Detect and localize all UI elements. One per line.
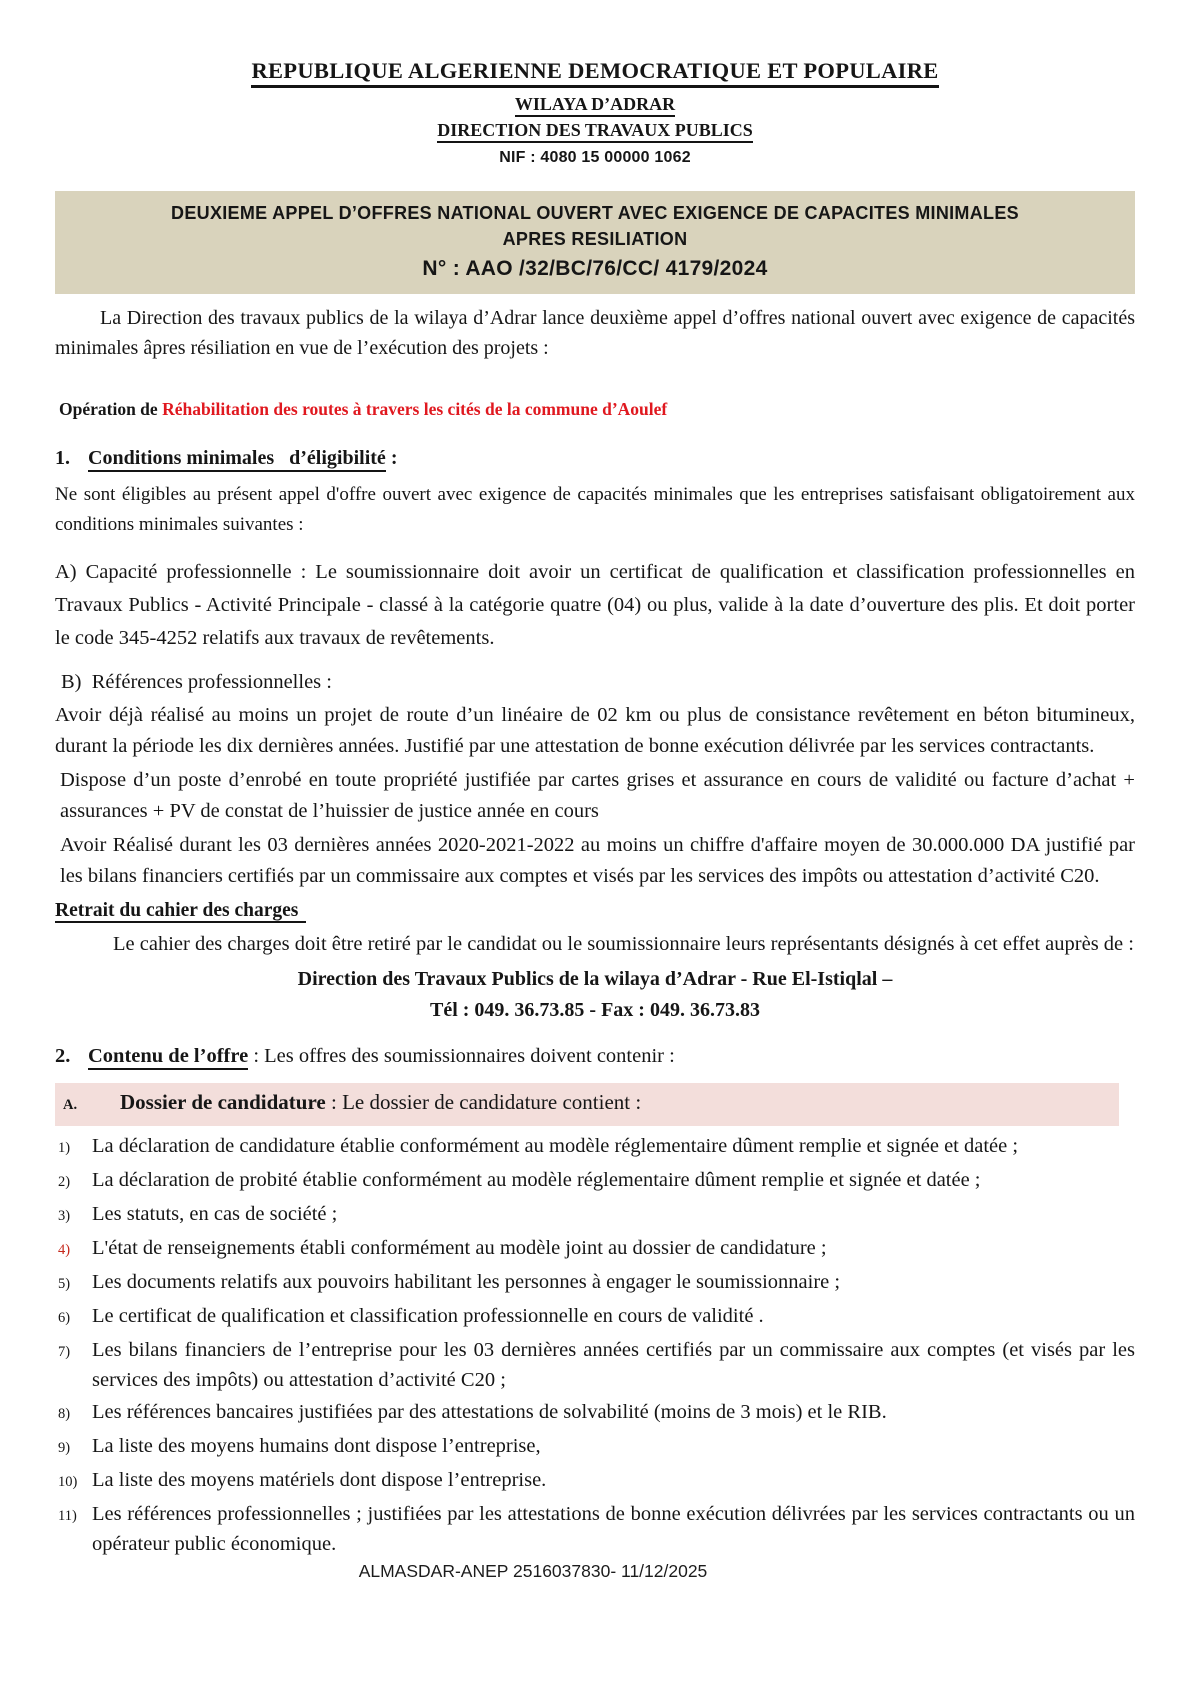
nif-line: NIF : 4080 15 00000 1062: [499, 149, 691, 166]
list-item-number: 1): [58, 1140, 71, 1156]
list-item: [55, 1199, 1135, 1231]
section-2-suffix: : Les offres des soumissionnaires doivent contenir :: [248, 1045, 675, 1067]
list-item: [55, 1301, 1135, 1333]
list-item-text: La liste des moyens humains dont dispose l’entreprise,: [92, 1435, 541, 1457]
retrait-heading-text: Retrait du cahier des charges: [55, 900, 306, 923]
list-item: [55, 1233, 1135, 1265]
list-item: [55, 1267, 1135, 1299]
direction-subtitle: DIRECTION DES TRAVAUX PUBLICS: [437, 120, 753, 143]
list-item: [55, 1431, 1135, 1463]
dossier-suffix: : Le dossier de candidature contient :: [325, 1090, 642, 1114]
notice-box: [55, 191, 1135, 294]
list-item: [55, 1397, 1135, 1429]
list-item: [55, 1465, 1135, 1497]
list-item-text: La déclaration de probité établie conformément au modèle réglementaire dûment remplie et signée et datée ;: [92, 1169, 981, 1191]
operation-value: Réhabilitation des routes à travers les cités de la commune d’Aoulef: [162, 399, 668, 419]
header: [55, 58, 1135, 167]
operation-line: [55, 397, 1135, 422]
address-line-1: Direction des Travaux Publics de la wilaya d’Adrar - Rue El-Istiqlal –: [297, 968, 893, 990]
notice-line-1: DEUXIEME APPEL D’OFFRES NATIONAL OUVERT AVEC EXIGENCE DE CAPACITES MINIMALES: [171, 203, 1019, 223]
list-item: [55, 1165, 1135, 1197]
list-item-text: Les références bancaires justifiées par des attestations de solvabilité (moins de 3 mois) et le RIB.: [92, 1401, 887, 1423]
list-item: [55, 1499, 1135, 1559]
list-item: [55, 1131, 1135, 1163]
list-item-number: 3): [58, 1208, 71, 1224]
section-2-number: 2.: [55, 1045, 71, 1067]
republic-title: REPUBLIQUE ALGERIENNE DEMOCRATIQUE ET POPULAIRE: [251, 58, 938, 88]
list-item-text: Les statuts, en cas de société ;: [92, 1203, 338, 1225]
list-item-number: 8): [58, 1406, 71, 1422]
capacity-paragraph: A) Capacité professionnelle : Le soumissionnaire doit avoir un certificat de qualification et classification professionnelles en Travaux Publics - Activité Principale - classé à la catégorie quatre (04) ou plus, valide à la date d’ouverture des plis. Et doit porter le code 345-4252 relatifs aux travaux de revêtements.: [55, 561, 1135, 649]
list-item-number: 9): [58, 1440, 71, 1456]
references-paragraph-2: Dispose d’un poste d’enrobé en toute propriété justifiée par cartes grises et assurance en cours de validité ou facture d’achat + assurances + PV de constat de l’huissier de justice année en cours: [60, 769, 1135, 822]
dossier-marker: A.: [63, 1097, 78, 1113]
dossier-bar-text: [120, 1089, 641, 1116]
list-item-number: 2): [58, 1174, 71, 1190]
references-paragraph-1: Avoir déjà réalisé au moins un projet de route d’un linéaire de 02 km ou plus de consistance revêtement en béton bitumineux, durant la période les dix dernières années. Justifié par une attestation de bonne exécution délivrée par les services contractants.: [55, 704, 1135, 757]
section-2-title: Contenu de l’offre: [88, 1045, 248, 1070]
list-item-text: Le certificat de qualification et classification professionnelle en cours de validité .: [92, 1305, 764, 1327]
footer-anep-note: ALMASDAR-ANEP 2516037830- 11/12/2025: [358, 1561, 708, 1581]
list-item-number: 5): [58, 1276, 71, 1292]
list-item-number: 11): [58, 1508, 77, 1524]
list-item-text: La déclaration de candidature établie conformément au modèle réglementaire dûment remplie et signée et datée ;: [92, 1135, 1019, 1157]
retrait-paragraph: Le cahier des charges doit être retiré par le candidat ou le soumissionnaire leurs représentants désignés à cet effet auprès de :: [113, 933, 1134, 955]
address-line-2: Tél : 049. 36.73.85 - Fax : 049. 36.73.83: [430, 999, 760, 1021]
section-1-title: Conditions minimales d’éligibilité: [88, 447, 386, 472]
operation-label: Opération de: [59, 399, 163, 419]
dossier-title: Dossier de candidature: [120, 1090, 326, 1114]
wilaya-subtitle: WILAYA D’ADRAR: [515, 94, 675, 117]
intro-paragraph: La Direction des travaux publics de la wilaya d’Adrar lance deuxième appel d’offres national ouvert avec exigence de capacités minimales âpres résiliation en vue de l’exécution des projets :: [55, 307, 1135, 359]
section-2-heading: [55, 1041, 1135, 1071]
section-1-number: 1.: [55, 447, 70, 469]
retrait-heading: [55, 896, 1135, 925]
list-item-text: Les bilans financiers de l’entreprise pour les 03 dernières années certifiés par un commissaire aux comptes (et visés par les services des impôts) ou attestation d’activité C20 ;: [92, 1339, 1135, 1391]
list-item-text: L'état de renseignements établi conformément au modèle joint au dossier de candidature ;: [92, 1237, 827, 1259]
list-item-number: 6): [58, 1310, 71, 1326]
notice-line-2: APRES RESILIATION: [502, 229, 688, 249]
list-item-number: 10): [58, 1474, 78, 1490]
list-item-text: La liste des moyens matériels dont dispose l’entreprise.: [92, 1469, 547, 1491]
section-1-heading: [55, 444, 1135, 472]
candidature-list: [55, 1131, 1135, 1559]
list-item: [55, 1335, 1135, 1395]
list-item-number: 7): [58, 1344, 71, 1360]
list-item-text: Les documents relatifs aux pouvoirs habilitant les personnes à engager le soumissionnaire ;: [92, 1271, 841, 1293]
list-item-number: 4): [58, 1242, 71, 1258]
references-paragraph-3: Avoir Réalisé durant les 03 dernières années 2020-2021-2022 au moins un chiffre d'affaire moyen de 30.000.000 DA justifié par les bilans financiers certifiés par un commissaire aux comptes et visés par les services des impôts ou attestation d’activité C20.: [60, 834, 1135, 887]
dossier-candidature-bar: [55, 1083, 1119, 1126]
eligibility-paragraph: Ne sont éligibles au présent appel d'offre ouvert avec exigence de capacités minimales que les entreprises satisfaisant obligatoirement aux conditions minimales suivantes :: [55, 484, 1135, 535]
section-1-colon: :: [385, 447, 398, 469]
notice-reference-number: N° : AAO /32/BC/76/CC/ 4179/2024: [422, 257, 768, 280]
list-item-text: Les références professionnelles ; justifiées par les attestations de bonne exécution délivrées par les services contractants ou un opérateur public économique.: [92, 1503, 1135, 1555]
references-heading: B) Références professionnelles :: [61, 671, 332, 693]
